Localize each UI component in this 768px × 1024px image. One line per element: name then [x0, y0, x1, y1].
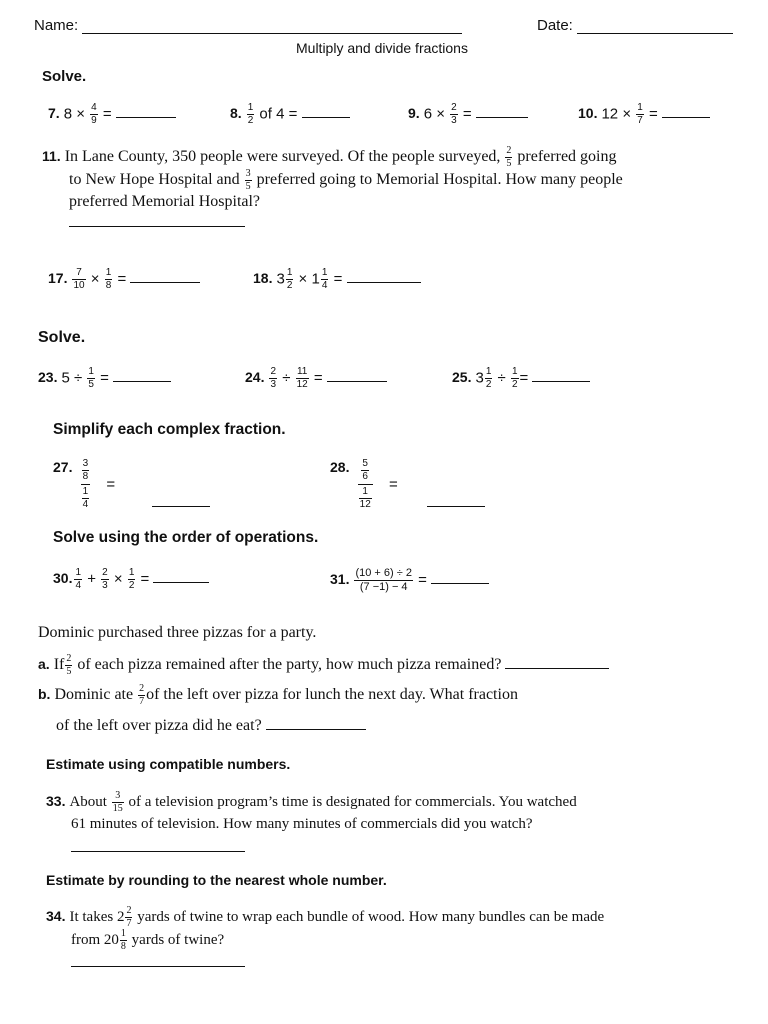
fraction: $\frac{2}{3}$: [102, 567, 108, 591]
date-label: Date:: [537, 17, 573, 34]
fraction: $\frac{1}{7}$: [637, 102, 643, 126]
date-answer-line[interactable]: [577, 33, 733, 34]
answer-line-pizza-a[interactable]: [505, 654, 609, 669]
fraction: $\frac{2}{5}$: [506, 145, 512, 169]
fraction: $\frac{1}{2}$: [128, 567, 135, 591]
name-label: Name:: [34, 17, 79, 34]
answer-line-18[interactable]: [347, 268, 421, 283]
fraction: $\frac{1}{8}$: [120, 928, 126, 953]
answer-line-17[interactable]: [130, 268, 200, 283]
pizza-part-b: b. Dominic ate $\frac{2}{7}$ of the left over pizza for lunch the next day. What fraction: [38, 683, 518, 707]
pizza-part-b-line2: of the left over pizza did he eat?: [56, 715, 366, 735]
answer-line-10[interactable]: [662, 103, 710, 118]
section-heading-solve-2: Solve.: [38, 329, 86, 346]
fraction: $\frac{3}{15}$: [112, 790, 123, 815]
section-heading-complex-fractions: Simplify each complex fraction.: [53, 421, 286, 438]
fraction: $\frac{7}{10}$: [73, 267, 85, 291]
fraction: $\frac{2}{7}$: [126, 905, 132, 930]
fraction: $\frac{2}{3}$: [270, 366, 277, 390]
answer-line-30[interactable]: [153, 568, 209, 583]
complex-fraction: [81, 459, 91, 510]
problem-11: 11. In Lane County, 350 people were surveyed. Of the people surveyed, $\frac{2}{5}$ preferred going to New Hope Hospital and $\frac{3}{5}$ preferred going to Memorial Hospital. How many people preferred Memorial Hospital?: [42, 145, 623, 210]
worksheet-subtitle: Multiply and divide fractions: [296, 40, 468, 56]
answer-line-28[interactable]: [427, 506, 485, 507]
section-heading-order-of-operations: Solve using the order of operations.: [53, 529, 319, 546]
problem-27: 27. $\frac{\frac{3}{8}}{\frac{1}{4}}$ =: [53, 458, 116, 510]
fraction: $\frac{3}{5}$: [245, 168, 251, 192]
problem-28: 28. $\frac{\frac{5}{6}}{\frac{1}{12}}$ =: [330, 458, 398, 510]
problem-10: 10. 12 × $\frac{1}{7}$ =: [578, 103, 710, 126]
fraction: $\frac{1}{2}$: [511, 366, 518, 390]
complex-fraction: [358, 459, 373, 510]
answer-line-9[interactable]: [476, 103, 528, 118]
answer-line-31[interactable]: [431, 569, 489, 584]
problem-23: 23. 5 ÷ $\frac{1}{5}$ =: [38, 367, 171, 390]
fraction: $\frac{2}{7}$: [139, 683, 145, 707]
fraction: $\frac{2}{5}$: [66, 653, 72, 677]
answer-line-24[interactable]: [327, 367, 387, 382]
fraction: $\frac{3}{8}$: [82, 458, 89, 482]
answer-line-25[interactable]: [532, 367, 590, 382]
problem-7: 7. 8 × $\frac{4}{9}$ =: [48, 103, 176, 126]
fraction: $\frac{1}{4}$: [82, 486, 89, 510]
fraction: $\frac{(10 + 6) \div 2}{(7 -1) - 4}$: [355, 567, 412, 593]
answer-line-11[interactable]: [69, 226, 245, 227]
name-answer-line[interactable]: [82, 33, 462, 34]
fraction: $\frac{1}{12}$: [359, 486, 371, 510]
fraction: $\frac{1}{4}$: [75, 567, 82, 591]
problem-18: 18. 3 $\frac{1}{2}$ × 1 $\frac{1}{4}$ =: [253, 268, 421, 291]
fraction: $\frac{11}{12}$: [296, 366, 308, 390]
answer-line-34[interactable]: [71, 966, 245, 967]
fraction: $\frac{1}{4}$: [321, 267, 328, 291]
fraction: $\frac{1}{8}$: [105, 267, 112, 291]
fraction: $\frac{4}{9}$: [91, 102, 97, 126]
fraction: $\frac{1}{5}$: [88, 366, 94, 390]
fraction: $\frac{1}{2}$: [286, 267, 293, 291]
fraction: $\frac{1}{2}$: [247, 102, 254, 126]
answer-line-7[interactable]: [116, 103, 176, 118]
fraction: $\frac{5}{6}$: [362, 458, 368, 482]
answer-line-pizza-b[interactable]: [266, 715, 366, 730]
section-heading-rounding: Estimate by rounding to the nearest whole number.: [46, 872, 387, 888]
answer-line-33[interactable]: [71, 851, 245, 852]
fraction: $\frac{2}{3}$: [451, 102, 457, 126]
section-heading-compatible-numbers: Estimate using compatible numbers.: [46, 756, 291, 772]
problem-8: 8. $\frac{1}{2}$ of 4 =: [230, 103, 350, 126]
problem-34: 34. It takes 2 $\frac{2}{7}$ yards of twine to wrap each bundle of wood. How many bundles can be made from 20 $\frac{1}{8}$ yards of twine?: [46, 905, 605, 953]
problem-33: 33. About $\frac{3}{15}$ of a television program’s time is designated for commercials. You watched 61 minutes of television. How many minutes of commercials did you watch?: [46, 790, 577, 833]
answer-line-23[interactable]: [113, 367, 171, 382]
problem-9: 9. 6 × $\frac{2}{3}$ =: [408, 103, 528, 126]
pizza-part-a: a. If $\frac{2}{5}$ of each pizza remained after the party, how much pizza remained?: [38, 654, 609, 677]
problem-30: 30. $\frac{1}{4}$ + $\frac{2}{3}$ × $\frac{1}{2}$ =: [53, 568, 209, 591]
section-heading-solve-1: Solve.: [42, 68, 87, 85]
problem-17: 17. $\frac{7}{10}$ × $\frac{1}{8}$ =: [48, 268, 200, 291]
answer-line-8[interactable]: [302, 103, 350, 118]
problem-25: 25. 3 $\frac{1}{2}$ ÷ $\frac{1}{2}$ =: [452, 367, 590, 390]
fraction: $\frac{1}{2}$: [485, 366, 492, 390]
pizza-intro: Dominic purchased three pizzas for a party.: [38, 624, 317, 641]
problem-31: 31. $\frac{(10 + 6) \div 2}{(7 -1) - 4}$ =: [330, 568, 489, 593]
problem-24: 24. $\frac{2}{3}$ ÷ $\frac{11}{12}$ =: [245, 367, 387, 390]
answer-line-27[interactable]: [152, 506, 210, 507]
